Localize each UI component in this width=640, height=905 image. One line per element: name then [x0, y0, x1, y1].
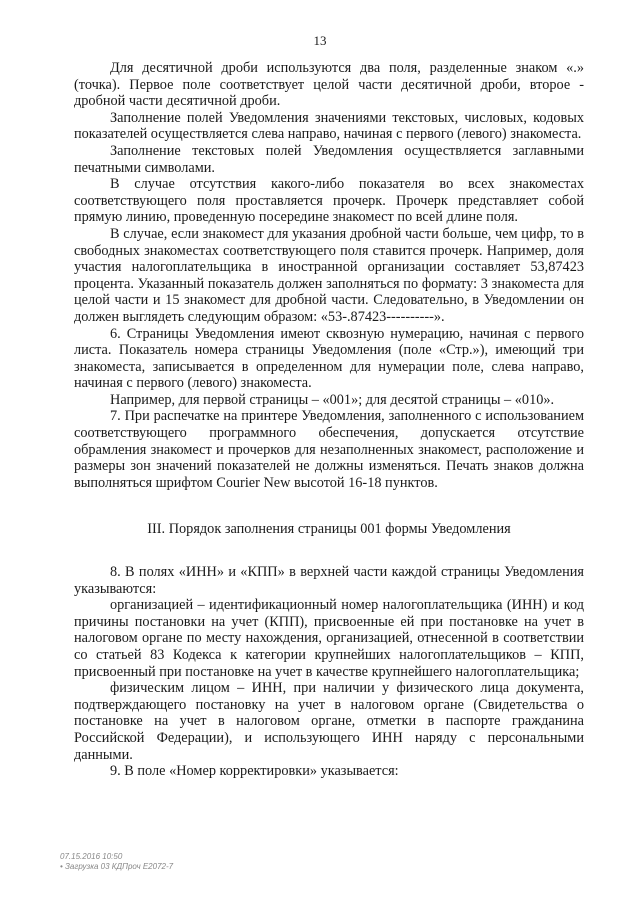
paragraph-organization: организацией – идентификационный номер налогоплательщика (ИНН) и код причины постановки на учет (КПП), присвоенные ей при постановке на учет в налоговом органе по месту нахождения, организацией, отнесенной в соответствии со статьей 83 Кодекса к категории крупнейших налогоплательщиков – КПП, присвоенный при постановке на учет в качестве крупнейшего налогоплательщика; [74, 597, 584, 680]
paragraph-item-6: 6. Страницы Уведомления имеют сквозную нумерацию, начиная с первого листа. Показатель номера страницы Уведомления (поле «Стр.»), имеющий три знакоместа, записывается в определенном для нумерации поле, слева направо, начиная с первого (левого) знакоместа. [74, 325, 584, 392]
page-number: 13 [313, 33, 327, 48]
section-heading: III. Порядок заполнения страницы 001 формы Уведомления [147, 521, 511, 538]
paragraph-item-7: 7. При распечатке на принтере Уведомления, заполненного с использованием соответствующего программного обеспечения, допускается отсутствие обрамления знакомест и прочерков для незаполненных знакомест, расположение и размеры зон значений показателей не должны изменяться. Печать знаков должна выполняться шрифтом Courier New высотой 16-18 пунктов. [74, 408, 584, 491]
paragraph-dash-rule: В случае отсутствия какого-либо показателя во всех знакоместах соответствующего поля проставляется прочерк. Прочерк представляет собой прямую линию, проведенную посередине знакомест по всей длине поля. [74, 176, 584, 226]
footer-line-2: • Загрузка 03 КДПроч Е2072-7 [60, 862, 174, 871]
paragraph-fill-direction: Заполнение полей Уведомления значениями текстовых, числовых, кодовых показателей осуществляется слева направо, начиная с первого (левого) знакоместа. [74, 109, 584, 143]
paragraph-item-9: 9. В поле «Номер корректировки» указывается: [110, 763, 399, 780]
paragraph-individual: физическим лицом – ИНН, при наличии у физического лица документа, подтверждающего постановку на учет в налоговом органе (Свидетельства о постановке на учет в налоговом органе, отметки в паспорте гражданина Российской Федерации), и использующего ИНН наряду с персональными данными. [74, 680, 584, 763]
paragraph-uppercase: Заполнение текстовых полей Уведомления осуществляется заглавными печатными символами. [74, 142, 584, 176]
paragraph-item-8: 8. В полях «ИНН» и «КПП» в верхней части каждой страницы Уведомления указываются: [74, 564, 584, 597]
footer-line-1: 07.15.2016 10:50 [60, 852, 123, 861]
document-body [74, 60, 584, 780]
paragraph-fraction-example: В случае, если знакомест для указания дробной части больше, чем цифр, то в свободных знакоместах соответствующего поля ставится прочерк. Например, доля участия налогоплательщика в иностранной организации составляет 53,87423 процента. Указанный показатель должен заполняться по формату: 3 знакоместа для целой части и 15 знакомест для дробной части. Следовательно, в Уведомлении он должен выглядеть следующим образом: «53-.87423----------». [74, 225, 584, 325]
paragraph-page-example: Например, для первой страницы – «001»; для десятой страницы – «010». [110, 391, 555, 408]
footer-stamp [60, 852, 173, 872]
paragraph-decimal-fields: Для десятичной дроби используются два поля, разделенные знаком «.» (точка). Первое поле соответствует целой части десятичной дроби, второе - дробной части десятичной дроби. [74, 60, 584, 110]
